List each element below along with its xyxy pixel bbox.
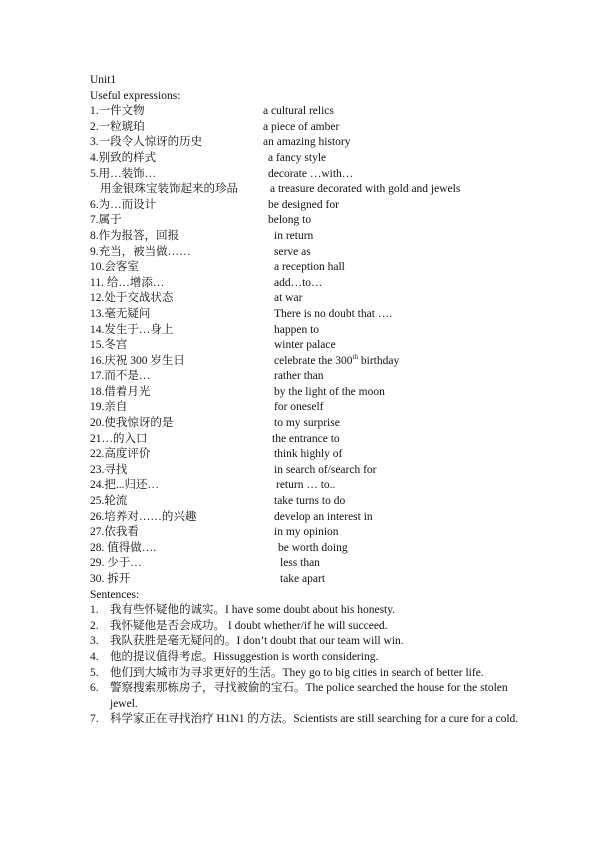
expression-en: belong to (268, 214, 312, 227)
expression-en: a piece of amber (263, 120, 340, 133)
expression-row (90, 182, 530, 198)
expression-row (90, 525, 530, 541)
expression-row (90, 354, 530, 370)
expression-cn: 29. 少于… (90, 557, 142, 570)
expression-row (90, 400, 530, 416)
expression-cn: 14.发生于…身上 (90, 323, 174, 336)
sentence-text: 我怀疑他是否会成功。 I doubt whether/if he will succeed. (110, 619, 388, 632)
expression-row (90, 510, 530, 526)
ordinal-suffix: th (352, 352, 358, 361)
expression-en: the entrance to (272, 432, 340, 445)
expression-cn: 18.借着月光 (90, 385, 151, 398)
sentence-number: 5. (90, 666, 99, 679)
expression-row (90, 245, 530, 261)
sentence-item (90, 666, 530, 682)
expression-cn: 24.把...归还… (90, 479, 159, 492)
sentence-item (90, 650, 530, 666)
expression-en: winter palace (274, 339, 336, 352)
expression-list (90, 104, 530, 587)
expression-cn: 20.使我惊讶的是 (90, 417, 174, 430)
expression-en: to my surprise (274, 417, 340, 430)
expression-row (90, 276, 530, 292)
sentence-item (90, 603, 530, 619)
expression-cn: 11. 给…增添… (90, 276, 165, 289)
expression-en: by the light of the moon (274, 385, 385, 398)
expression-cn: 28. 值得做…. (90, 541, 157, 554)
expression-cn: 3.一段令人惊讶的历史 (90, 136, 203, 149)
sentence-text: 警察搜索那栋房子，寻找被偷的宝石。The police searched the house for the stolen jewel. (110, 682, 508, 710)
expression-cn: 17.而不是… (90, 370, 151, 383)
sentence-item (90, 681, 530, 712)
expression-cn: 26.培养对……的兴趣 (90, 510, 197, 523)
expression-en: There is no doubt that …. (274, 307, 393, 320)
sentence-number: 4. (90, 650, 99, 663)
expression-row (90, 432, 530, 448)
expression-row (90, 556, 530, 572)
expression-en: decorate …with… (268, 167, 354, 180)
expression-cn: 12.处于交战状态 (90, 292, 174, 305)
sentence-item (90, 619, 530, 635)
expression-en: a cultural relics (263, 105, 334, 118)
expression-en: be designed for (268, 198, 339, 211)
expression-en: serve as (274, 245, 311, 258)
expression-row (90, 541, 530, 557)
sentences-heading: Sentences: (90, 588, 140, 601)
expression-row (90, 323, 530, 339)
sentence-text: 他们到大城市为寻求更好的生活。They go to big cities in search of better life. (110, 666, 484, 679)
expression-row (90, 291, 530, 307)
expression-row (90, 447, 530, 463)
expression-en: take apart (280, 573, 326, 585)
expression-row (90, 494, 530, 510)
expression-en: rather than (274, 370, 324, 383)
expression-cn: 10.会客室 (90, 261, 139, 274)
expression-row (90, 463, 530, 479)
expression-cn: 23.寻找 (90, 463, 128, 476)
expression-en: think highly of (274, 448, 343, 461)
expression-row (90, 151, 530, 167)
expression-cn: 8.作为报答，回报 (90, 229, 180, 242)
expression-en: in search of/search for (274, 463, 377, 476)
expression-en: be worth doing (278, 541, 348, 554)
sentence-text: 我有些怀疑他的诚实。I have some doubt about his honesty. (110, 604, 396, 617)
sentence-number: 3. (90, 635, 99, 648)
expression-en: less than (280, 557, 320, 570)
expression-row (90, 213, 530, 229)
unit-title: Unit1 (90, 74, 117, 86)
sentence-number: 7. (90, 713, 99, 726)
sentence-text: 科学家正在寻找治疗 H1N1 的方法。Scientists are still searching for a cure for a cold. (110, 713, 519, 726)
expression-row (90, 369, 530, 385)
expression-en-main: celebrate the 300 (274, 354, 353, 367)
expression-cn: 9.充当，被当做…… (90, 245, 191, 258)
expression-cn: 16.庆祝 300 岁生日 (90, 354, 185, 367)
expression-en (274, 354, 399, 370)
expression-row (90, 572, 530, 588)
expression-row (90, 167, 530, 183)
expression-en: at war (274, 292, 303, 305)
expression-row (90, 135, 530, 151)
sentence-text: 我队获胜是毫无疑问的。I don’t doubt that our team will win. (110, 635, 404, 648)
expression-row (90, 198, 530, 214)
expression-en: add…to… (274, 276, 323, 289)
expression-cn: 1.一件文物 (90, 105, 145, 118)
expression-cn: 6.为…而设计 (90, 198, 157, 211)
expression-cn: 30. 拆开 (90, 573, 131, 585)
expression-cn: 27.依我看 (90, 526, 139, 539)
expression-cn: 2.一粒琥珀 (90, 120, 145, 133)
expression-row (90, 338, 530, 354)
expression-cn: 7.属于 (90, 214, 122, 227)
document-page (90, 73, 530, 728)
expression-cn: 4.别致的样式 (90, 151, 157, 164)
expression-row (90, 385, 530, 401)
expression-row (90, 416, 530, 432)
expression-en: happen to (274, 323, 320, 336)
expression-cn: 22.高度评价 (90, 448, 151, 461)
sentence-number: 6. (90, 682, 99, 695)
expression-en-tail: birthday (358, 354, 400, 367)
expressions-heading: Useful expressions: (90, 89, 181, 102)
expression-en: for oneself (274, 401, 324, 414)
expression-row (90, 307, 530, 323)
sentence-text: 他的提议值得考虑。Hissuggestion is worth considering. (110, 650, 379, 663)
expression-en: take turns to do (274, 495, 346, 508)
expression-row (90, 120, 530, 136)
expression-en: in return (274, 229, 314, 242)
expression-cn: 用金银珠宝装饰起来的珍品 (100, 183, 238, 196)
expression-en: develop an interest in (274, 510, 373, 523)
expression-row (90, 260, 530, 276)
expression-row (90, 478, 530, 494)
expression-cn: 21…的入口 (90, 432, 148, 445)
expression-en: return … to.. (276, 479, 336, 492)
expression-cn: 25.轮流 (90, 495, 128, 508)
expression-row (90, 229, 530, 245)
sentence-item (90, 712, 530, 728)
sentence-item (90, 634, 530, 650)
expression-en: a fancy style (268, 151, 327, 164)
expression-en: a treasure decorated with gold and jewels (270, 183, 461, 196)
sentence-number: 2. (90, 619, 99, 632)
expression-row (90, 104, 530, 120)
sentence-list (90, 603, 530, 728)
expression-en: a reception hall (274, 261, 345, 274)
expression-cn: 15.冬宫 (90, 339, 128, 352)
sentence-number: 1. (90, 604, 99, 617)
expression-en: in my opinion (274, 526, 339, 539)
expression-en: an amazing history (263, 136, 351, 149)
expression-cn: 5.用…装饰… (90, 167, 157, 180)
expression-cn: 13.毫无疑问 (90, 307, 151, 320)
expression-cn: 19.亲自 (90, 401, 128, 414)
